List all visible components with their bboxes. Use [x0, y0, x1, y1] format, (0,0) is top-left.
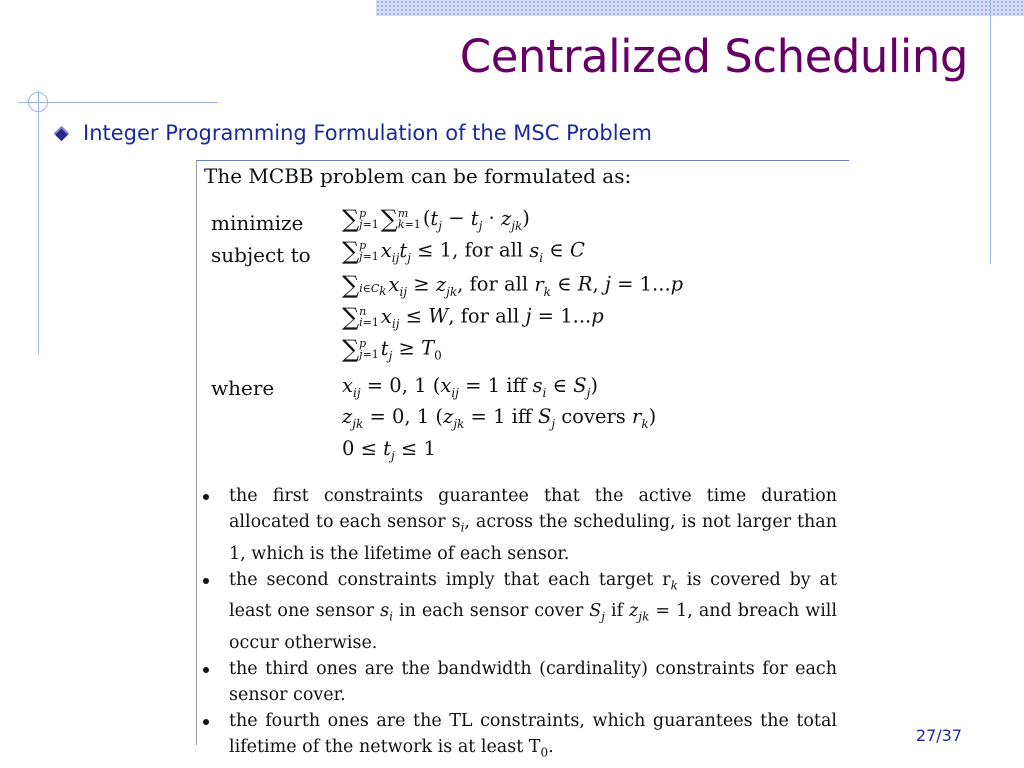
corner-circle-ornament — [28, 92, 48, 112]
page-number: 27/37 — [915, 726, 962, 745]
definition-z: $z_{jk} = 0$, 1 ($z_{jk} = 1$ iff $S_j$ covers $r_k$) — [342, 405, 657, 431]
bullet-dot-icon — [203, 719, 209, 725]
constraint-2: ∑ $i\in C_k$ $x_{ij} \ge z_{jk}$, for all $r_k$ ∈ R, j = 1...p — [342, 271, 684, 299]
constraint-3: ∑n i=1 $x_{ij} \le W$, for all j = 1...p — [342, 303, 604, 331]
excerpt-intro: The MCBB problem can be formulated as: — [204, 164, 632, 188]
explanation-bullets — [201, 483, 837, 765]
header-horizontal-line — [18, 102, 218, 103]
constraint-4: ∑p j=1 $t_j \ge T_0$ — [342, 335, 442, 363]
main-bullet — [56, 121, 652, 145]
bullet-dot-icon — [203, 667, 209, 673]
definition-t: $0 \le t_j \le 1$ — [342, 437, 436, 463]
left-vertical-line — [38, 90, 39, 354]
explanation-bullet-1: the first constraints guarantee that the active time duration allocated to each sensor $s_i$, across the scheduling, is not larger than 1, which is the lifetime of each sensor. — [201, 483, 837, 567]
objective-function: ∑p j=1∑m k=1 $(t_j - t_j \cdot z_{jk})$ — [342, 205, 530, 233]
paper-excerpt-image — [196, 160, 849, 759]
diamond-bullet-icon — [54, 125, 70, 141]
constraint-1: ∑p j=1 $x_{ij}t_j \le 1$, for all $s_i$ ∈ C — [342, 237, 585, 265]
slide-title: Centralized Scheduling — [459, 30, 968, 83]
right-vertical-line — [990, 0, 991, 264]
label-minimize: minimize — [211, 211, 304, 235]
explanation-bullet-3: the third ones are the bandwidth (cardinality) constraints for each sensor cover. — [201, 656, 837, 708]
label-where: where — [211, 376, 275, 400]
bullet-dot-icon — [203, 494, 209, 500]
explanation-bullet-4: the fourth ones are the TL constraints, which guarantees the total lifetime of the network is at least $T_0$. — [201, 708, 837, 766]
label-subject-to: subject to — [211, 243, 311, 267]
explanation-bullet-2: the second constraints imply that each target $r_k$ is covered by at least one sensor $s_i$ in each sensor cover $S_j$ if $z_{jk} = 1$, and breach will occur otherwise. — [201, 567, 837, 656]
header-pattern-band — [376, 0, 1024, 16]
bullet-dot-icon — [203, 578, 209, 584]
main-bullet-text: Integer Programming Formulation of the MSC Problem — [83, 121, 652, 145]
definition-x: $x_{ij} = 0$, 1 ($x_{ij} = 1$ iff $s_i$ ∈ $S_j$) — [342, 374, 598, 400]
